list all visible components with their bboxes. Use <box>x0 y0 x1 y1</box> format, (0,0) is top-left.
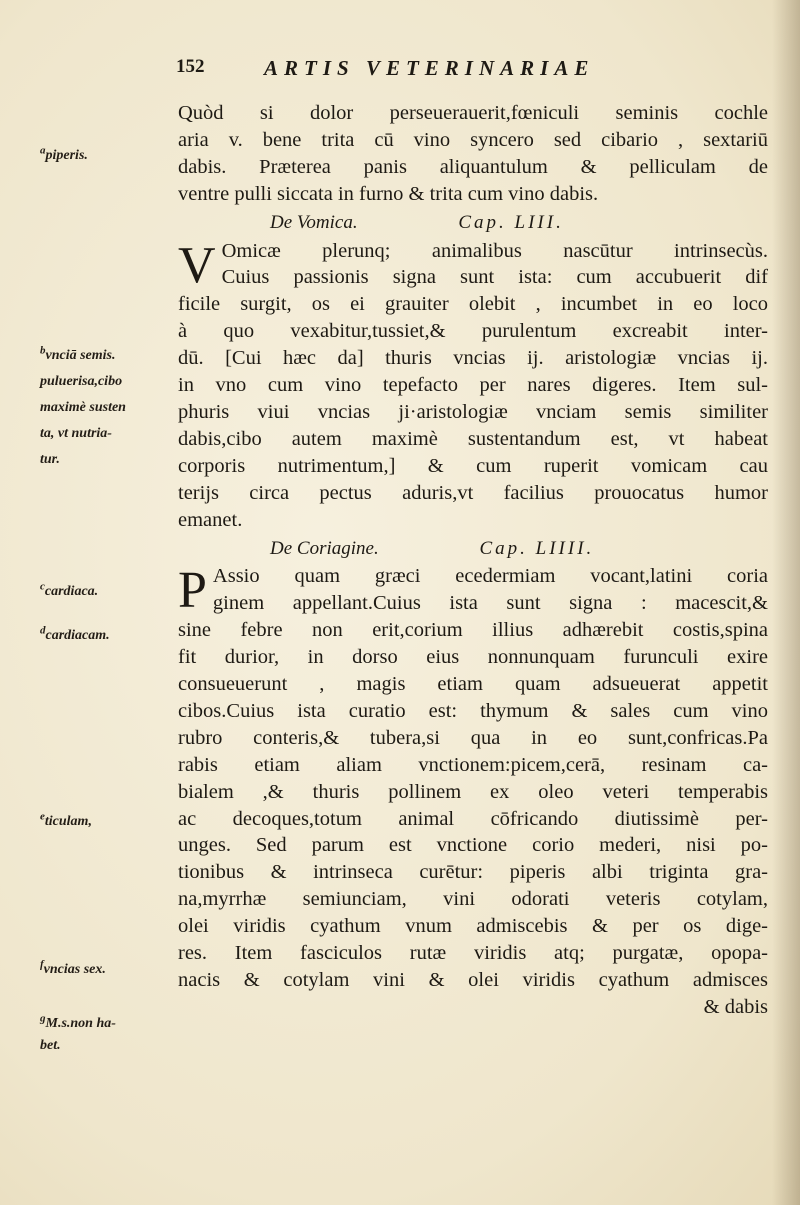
margin-note-b-cont3: ta, vt nutria- <box>40 426 112 441</box>
text-line: Quòd si dolor perseuerauerit,fœniculi seminis cochle <box>178 102 768 124</box>
text-line: sine febre non erit,corium illius adhærebit costis,spina <box>178 619 768 642</box>
paragraph-vomica <box>178 238 768 534</box>
text-line: dabis. Præterea panis aliquantulum & pelliculam de <box>178 155 768 178</box>
chapter-number: Cap. LIIII. <box>479 537 595 559</box>
text-line: ficile surgit, os ei grauiter olebit , incumbet in eo loco <box>178 293 768 316</box>
margin-note-a: $^a$piperis. <box>40 144 88 163</box>
text-line: ac decoques,totum animal cōfricando diutissimè per- <box>178 807 768 830</box>
paragraph-coriagine <box>178 563 768 994</box>
chapter-heading-vomica <box>178 210 768 237</box>
text-line: rubro conteris,& tubera,si qua in eo sunt,confricas.Pa <box>178 726 768 749</box>
catchword: & dabis <box>703 995 768 1018</box>
text-line: dū. [Cui hæc da] thuris vncias ij. aristologiæ vncias ij. <box>178 347 768 370</box>
text-line: corporis nutrimentum,] & cum ruperit vomicam cau <box>178 454 768 477</box>
drop-capital: P <box>178 562 207 620</box>
chapter-number: Cap. LIII. <box>458 211 564 233</box>
text-line: à quo vexabitur,tussiet,& purulentum excreabit inter- <box>178 320 768 343</box>
text-line: consueuerunt , magis etiam quam adsueuerat appetit <box>178 673 768 696</box>
page-edge-shadow <box>772 0 800 1205</box>
margin-note-g: $^g$M.s.non ha- <box>40 1012 116 1031</box>
text-line: res. Item fasciculos rutæ viridis atq; purgatæ, opopa- <box>178 942 768 965</box>
text-line: Cuius passionis signa sunt ista: cum accubuerit dif <box>221 266 768 289</box>
margin-note-e: $^e$ticulam, <box>40 810 92 829</box>
text-line: ginem appellant.Cuius ista sunt signa : macescit,& <box>212 592 768 615</box>
text-line: tionibus & intrinseca curētur: piperis albi triginta gra- <box>178 861 768 884</box>
text-line: Omicæ plerunq; animalibus nascūtur intrinsecùs. <box>221 239 768 262</box>
text-line: olei viridis cyathum vnum admiscebis & per os dige- <box>178 915 768 938</box>
text-line: rabis etiam aliam vnctionem:picem,cerā, resinam ca- <box>178 753 768 776</box>
text-line: cibos.Cuius ista curatio est: thymum & sales cum vino <box>178 699 768 722</box>
margin-note-b-cont4: tur. <box>40 452 60 467</box>
text-line: unges. Sed parum est vnctione corio mederi, nisi po- <box>178 834 768 857</box>
text-line: emanet. <box>178 508 243 531</box>
margin-note-b-cont2: maximè susten <box>40 400 126 415</box>
text-line: aria v. bene trita cū vino syncero sed cibario , sextariū <box>178 128 768 151</box>
text-line: terijs circa pectus aduris,vt facilius prouocatus humor <box>178 481 768 504</box>
text-line: na,myrrhæ semiunciam, vini odorati veteris cotylam, <box>178 888 768 911</box>
margin-note-b: $^b$vnciā semis. <box>40 344 116 363</box>
text-line: in vno cum vino tepefacto per nares digeres. Item sul- <box>178 374 768 397</box>
drop-capital: V <box>178 236 216 294</box>
margin-note-f: $^f$vncias sex. <box>40 958 106 977</box>
margin-note-d: $^d$cardiacam. <box>40 624 110 643</box>
text-line: Assio quam græci ecedermiam vocant,latini coria <box>212 565 768 588</box>
text-line: phuris viui vncias ji·aristologiæ vnciam semis similiter <box>178 400 768 423</box>
text-line: nacis & cotylam vini & olei viridis cyathum admisces <box>178 969 768 991</box>
chapter-title: De Coriagine. <box>270 537 379 559</box>
text-line: bialem ,& thuris pollinem ex oleo veteri temperabis <box>178 780 768 803</box>
chapter-heading-coriagine <box>178 536 768 563</box>
margin-note-b-cont1: puluerisa,cibo <box>40 374 123 389</box>
text-line: fit durior, in dorso eius nonnunquam furunculi exire <box>178 646 768 669</box>
main-text-block <box>178 100 768 1021</box>
text-line: dabis,cibo autem maximè sustentandum est, vt habeat <box>178 427 768 450</box>
margin-note-c: $^c$cardiaca. <box>40 580 99 599</box>
margin-note-g-cont: bet. <box>40 1038 61 1053</box>
chapter-title: De Vomica. <box>270 211 358 233</box>
running-title: ARTIS VETERINARIAE <box>264 56 595 80</box>
page-number: 152 <box>176 56 205 77</box>
text-line: ventre pulli siccata in furno & trita cum vino dabis. <box>178 182 599 205</box>
